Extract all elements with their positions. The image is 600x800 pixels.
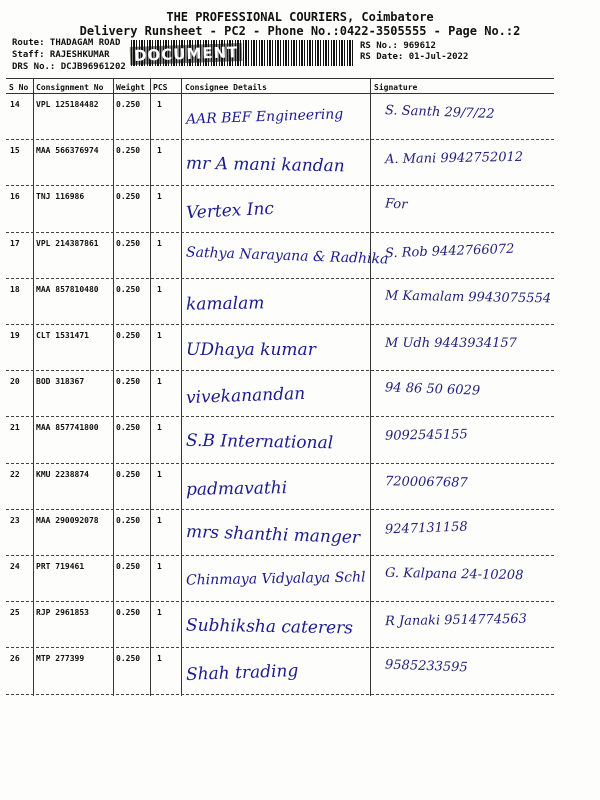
row-consignee-handwritten: Shah trading bbox=[185, 661, 299, 686]
row-weight: 0.250 bbox=[116, 238, 141, 248]
row-sno: 16 bbox=[10, 192, 20, 202]
column-divider bbox=[370, 78, 371, 696]
row-pcs: 1 bbox=[157, 608, 162, 618]
row-signature: 9247131158 bbox=[384, 519, 468, 538]
row-consignment-no: VPL 214387861 bbox=[36, 238, 99, 248]
company-title: THE PROFESSIONAL COURIERS, Coimbatore bbox=[166, 10, 434, 24]
row-pcs: 1 bbox=[157, 654, 162, 664]
row-consignment-no: MAA 566376974 bbox=[36, 146, 99, 156]
row-signature: 9585233595 bbox=[384, 657, 468, 676]
row-weight: 0.250 bbox=[116, 192, 141, 202]
row-sno: 26 bbox=[10, 654, 20, 664]
row-sno: 22 bbox=[10, 469, 20, 479]
row-weight: 0.250 bbox=[116, 423, 141, 433]
row-divider bbox=[6, 694, 554, 695]
row-consignee-handwritten: mr A mani kandan bbox=[185, 153, 345, 177]
row-divider bbox=[6, 232, 554, 233]
row-pcs: 1 bbox=[157, 192, 162, 202]
row-consignee-handwritten: AAR BEF Engineering bbox=[185, 106, 344, 128]
row-consignment-no: MAA 857810480 bbox=[36, 284, 99, 294]
row-consignment-no: VPL 125184482 bbox=[36, 100, 99, 109]
row-weight: 0.250 bbox=[116, 377, 141, 387]
row-consignee-handwritten: Sathya Narayana & Radhika bbox=[185, 244, 389, 268]
row-weight: 0.250 bbox=[116, 284, 141, 294]
row-signature: 9092545155 bbox=[384, 427, 468, 445]
row-pcs: 1 bbox=[157, 469, 162, 479]
row-consignment-no: KMU 2238874 bbox=[36, 469, 89, 479]
row-consignee-handwritten: padmavathi bbox=[185, 477, 288, 500]
row-sno: 18 bbox=[10, 284, 20, 294]
row-divider bbox=[6, 601, 554, 602]
header-rule bbox=[6, 93, 554, 94]
row-divider bbox=[6, 463, 554, 464]
row-divider bbox=[6, 647, 554, 648]
row-sno: 21 bbox=[10, 423, 20, 433]
row-sno: 23 bbox=[10, 515, 20, 525]
row-pcs: 1 bbox=[157, 515, 162, 525]
row-consignee-handwritten: UDhaya kumar bbox=[186, 340, 316, 360]
drs-number: DRS No.: DCJB96961202 bbox=[12, 62, 126, 72]
row-pcs: 1 bbox=[157, 146, 162, 156]
row-pcs: 1 bbox=[157, 562, 162, 571]
staff-label: Staff: RAJESHKUMAR bbox=[12, 50, 110, 60]
row-weight: 0.250 bbox=[116, 608, 141, 618]
column-divider bbox=[113, 78, 114, 696]
row-consignment-no: PRT 719461 bbox=[36, 562, 85, 571]
route-label: Route: THADAGAM ROAD bbox=[12, 38, 121, 48]
row-signature: S. Santh 29/7/22 bbox=[384, 103, 495, 122]
row-pcs: 1 bbox=[157, 100, 162, 109]
column-divider bbox=[33, 78, 34, 696]
col-header-weight: Weight bbox=[116, 83, 145, 92]
row-divider bbox=[6, 278, 554, 279]
row-pcs: 1 bbox=[157, 331, 162, 340]
row-divider bbox=[6, 370, 554, 371]
row-signature: M Udh 9443934157 bbox=[385, 336, 517, 351]
row-consignee-handwritten: kamalam bbox=[185, 293, 265, 315]
table-top-rule bbox=[6, 78, 554, 79]
row-consignment-no: BOD 318367 bbox=[36, 377, 85, 387]
row-consignee-handwritten: mrs shanthi manger bbox=[185, 521, 361, 548]
col-header-consignee: Consignee Details bbox=[185, 83, 267, 92]
runsheet-title: Delivery Runsheet - PC2 - Phone No.:0422-3505555 - Page No.:2 bbox=[79, 24, 521, 38]
col-header-consignment: Consignment No bbox=[36, 83, 104, 92]
row-signature: A. Mani 9942752012 bbox=[384, 149, 524, 168]
row-weight: 0.250 bbox=[116, 100, 141, 109]
row-signature: G. Kalpana 24-10208 bbox=[384, 565, 524, 584]
row-signature: 7200067687 bbox=[384, 473, 468, 491]
row-consignment-no: MAA 290092078 bbox=[36, 515, 99, 525]
row-pcs: 1 bbox=[157, 284, 162, 294]
row-weight: 0.250 bbox=[116, 515, 141, 525]
row-consignee-handwritten: vivekanandan bbox=[185, 384, 306, 409]
rs-number: RS No.: 969612 bbox=[360, 41, 436, 51]
row-consignment-no: TNJ 116986 bbox=[36, 192, 85, 202]
row-weight: 0.250 bbox=[116, 654, 141, 664]
row-consignment-no: MAA 857741800 bbox=[36, 423, 99, 433]
row-consignee-handwritten: Chinmaya Vidyalaya Schl bbox=[185, 569, 366, 589]
row-divider bbox=[6, 185, 554, 186]
row-pcs: 1 bbox=[157, 238, 162, 248]
row-sno: 20 bbox=[10, 377, 20, 387]
row-signature: S. Rob 9442766072 bbox=[384, 241, 515, 261]
row-sno: 15 bbox=[10, 146, 20, 156]
row-consignment-no: RJP 2961853 bbox=[36, 608, 89, 618]
row-sno: 17 bbox=[10, 238, 20, 248]
column-divider bbox=[181, 78, 182, 696]
row-signature: For bbox=[384, 196, 408, 213]
row-signature: 94 86 50 6029 bbox=[384, 380, 481, 399]
document-stamp: DOCUMENT bbox=[130, 43, 243, 65]
row-divider bbox=[6, 324, 554, 325]
column-divider bbox=[150, 78, 151, 696]
row-divider bbox=[6, 139, 554, 140]
col-header-signature: Signature bbox=[374, 83, 418, 92]
row-divider bbox=[6, 555, 554, 556]
row-consignee-handwritten: S.B International bbox=[185, 431, 334, 454]
row-consignment-no: CLT 1531471 bbox=[36, 331, 89, 340]
col-header-sno: S No bbox=[9, 83, 29, 92]
row-pcs: 1 bbox=[157, 377, 162, 387]
row-sno: 24 bbox=[10, 562, 20, 571]
row-weight: 0.250 bbox=[116, 331, 141, 340]
row-divider bbox=[6, 416, 554, 417]
row-sno: 14 bbox=[10, 100, 20, 109]
row-consignment-no: MTP 277399 bbox=[36, 654, 85, 664]
row-consignee-handwritten: Subhiksha caterers bbox=[185, 615, 354, 639]
row-weight: 0.250 bbox=[116, 146, 141, 156]
row-divider bbox=[6, 509, 554, 510]
row-sno: 25 bbox=[10, 608, 20, 618]
rs-date: RS Date: 01-Jul-2022 bbox=[360, 52, 469, 62]
row-weight: 0.250 bbox=[116, 469, 141, 479]
row-pcs: 1 bbox=[157, 423, 162, 433]
row-sno: 19 bbox=[10, 331, 20, 340]
row-consignee-handwritten: Vertex Inc bbox=[185, 199, 275, 224]
row-weight: 0.250 bbox=[116, 562, 141, 571]
col-header-pcs: PCS bbox=[153, 83, 168, 92]
row-signature: M Kamalam 9943075554 bbox=[384, 288, 552, 307]
row-signature: R Janaki 9514774563 bbox=[384, 611, 528, 630]
